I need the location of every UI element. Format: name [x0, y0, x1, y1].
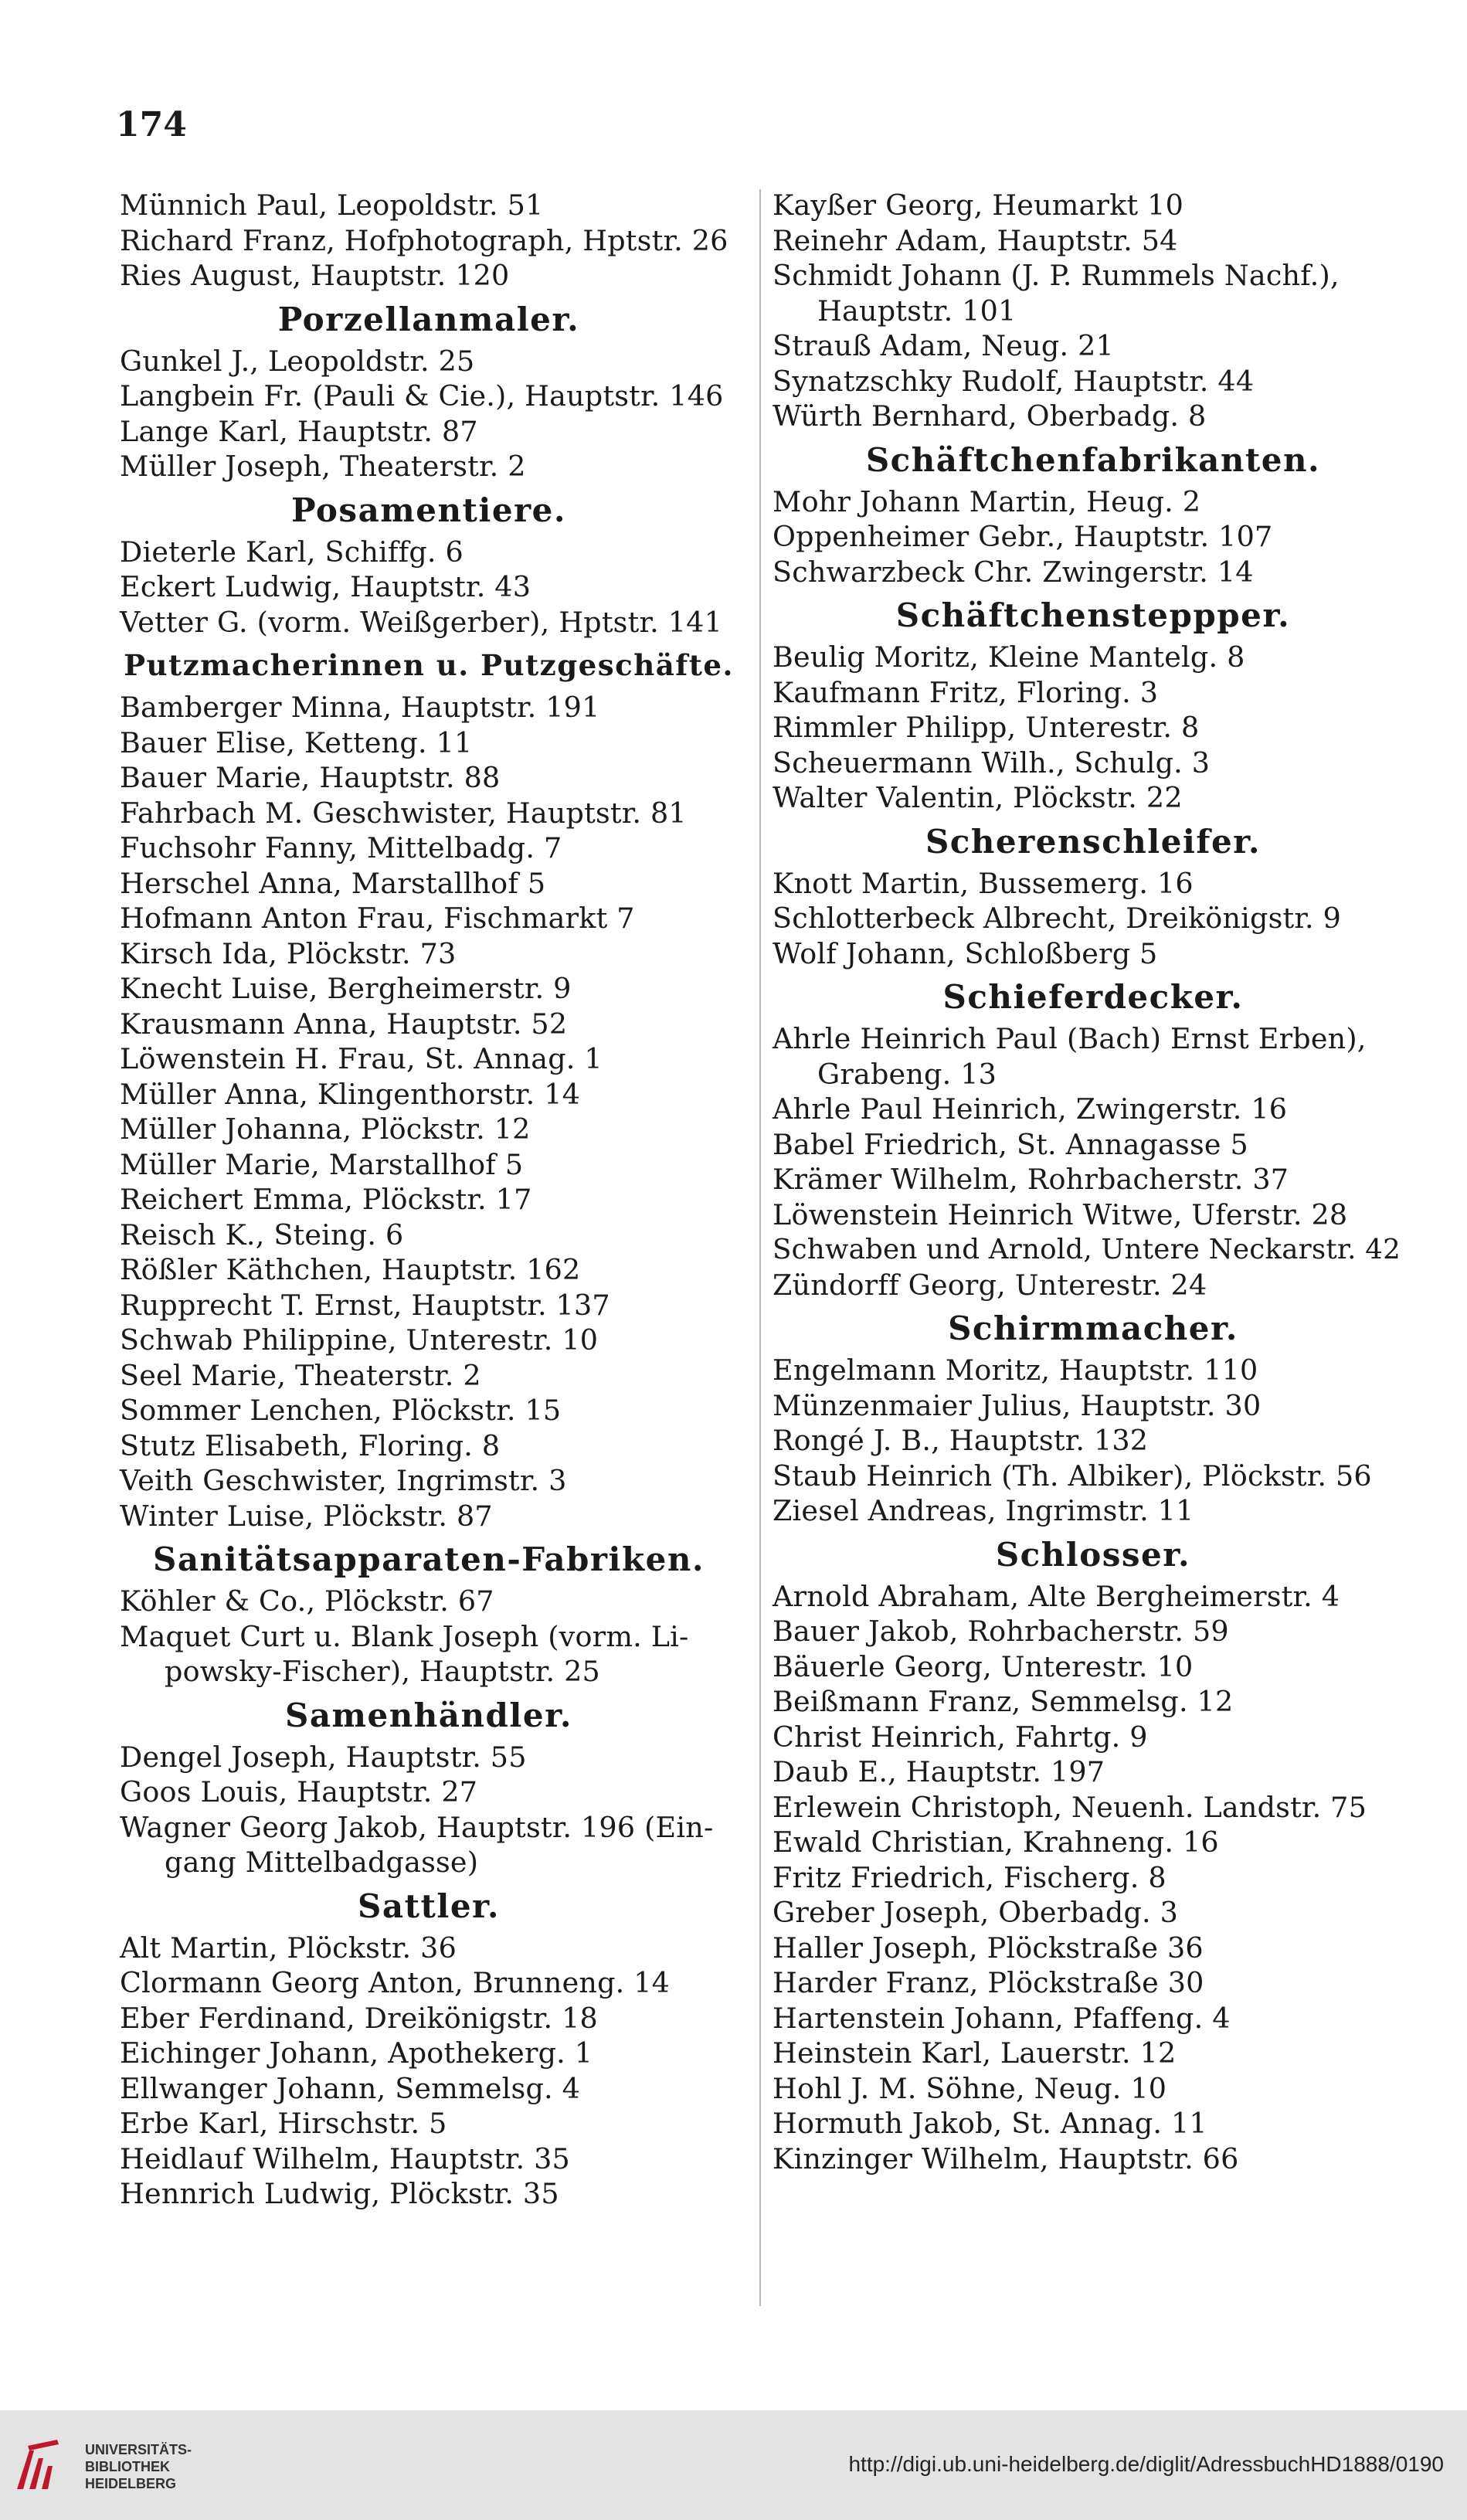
directory-entry: Ahrle Paul Heinrich, Zwingerstr. 16	[773, 1092, 1288, 1126]
directory-entry: Haller Joseph, Plöckstraße 36	[773, 1931, 1204, 1965]
directory-entry: Bäuerle Georg, Unterestr. 10	[773, 1649, 1194, 1683]
directory-entry: Engelmann Moritz, Hauptstr. 110	[773, 1353, 1258, 1387]
viewer-footer	[0, 2410, 1467, 2520]
directory-entry: Ellwanger Johann, Semmelsg. 4	[120, 2071, 581, 2105]
section-heading: Schäftchenfabrikanten.	[865, 440, 1321, 479]
directory-entry: Krämer Wilhelm, Rohrbacherstr. 37	[773, 1163, 1289, 1196]
directory-entry: Gunkel J., Leopoldstr. 25	[120, 344, 475, 378]
directory-entry: Rupprecht T. Ernst, Hauptstr. 137	[120, 1288, 610, 1322]
directory-entry: Schmidt Johann (J. P. Rummels Nachf.),	[773, 259, 1340, 292]
directory-entry: Würth Bernhard, Oberbadg. 8	[773, 399, 1207, 433]
directory-entry: Walter Valentin, Plöckstr. 22	[773, 781, 1183, 814]
directory-entry: Wagner Georg Jakob, Hauptstr. 196 (Ein-	[120, 1810, 714, 1844]
directory-entry: Ziesel Andreas, Ingrimstr. 11	[773, 1494, 1194, 1527]
directory-entry: Beulig Moritz, Kleine Mantelg. 8	[773, 640, 1245, 674]
directory-entry: Staub Heinrich (Th. Albiker), Plöckstr. 56	[773, 1459, 1372, 1493]
directory-entry: Mohr Johann Martin, Heug. 2	[773, 484, 1201, 518]
section-heading: Schieferdecker.	[942, 978, 1244, 1016]
directory-entry: Ahrle Heinrich Paul (Bach) Ernst Erben),	[773, 1022, 1367, 1055]
directory-entry: Lange Karl, Hauptstr. 87	[120, 414, 478, 448]
directory-entry: Erlewein Christoph, Neuenh. Landstr. 75	[773, 1790, 1367, 1824]
directory-entry: Synatzschky Rudolf, Hauptstr. 44	[773, 364, 1255, 398]
directory-entry: Hennrich Ludwig, Plöckstr. 35	[120, 2177, 559, 2210]
directory-entry: Hartenstein Johann, Pfaffeng. 4	[773, 2001, 1231, 2035]
directory-entry: Löwenstein H. Frau, St. Annag. 1	[120, 1042, 603, 1075]
directory-entry: Krausmann Anna, Hauptstr. 52	[120, 1007, 568, 1041]
directory-entry: Erbe Karl, Hirschstr. 5	[120, 2107, 447, 2140]
library-name-line: BIBLIOTHEK	[85, 2459, 170, 2474]
directory-entry: Zündorff Georg, Unterestr. 24	[773, 1268, 1207, 1302]
directory-entry-continuation: Grabeng. 13	[817, 1057, 997, 1091]
directory-entry: Reisch K., Steing. 6	[120, 1218, 404, 1252]
directory-entry: Kayßer Georg, Heumarkt 10	[773, 188, 1184, 222]
page-number: 174	[116, 105, 187, 144]
directory-entry: Richard Franz, Hofphotograph, Hptstr. 26	[120, 223, 728, 257]
directory-entry: Reinehr Adam, Hauptstr. 54	[773, 223, 1178, 257]
directory-entry: Müller Anna, Klingenthorstr. 14	[120, 1077, 581, 1111]
directory-entry: Oppenheimer Gebr., Hauptstr. 107	[773, 520, 1273, 553]
directory-entry: Wolf Johann, Schloßberg 5	[773, 936, 1158, 970]
directory-entry: Greber Joseph, Oberbadg. 3	[773, 1896, 1179, 1929]
directory-entry: Hohl J. M. Söhne, Neug. 10	[773, 2071, 1167, 2105]
directory-entry: Kaufmann Fritz, Floring. 3	[773, 675, 1159, 709]
directory-entry: Harder Franz, Plöckstraße 30	[773, 1966, 1204, 1999]
directory-entry: Heidlauf Wilhelm, Hauptstr. 35	[120, 2141, 570, 2175]
directory-entry: Dengel Joseph, Hauptstr. 55	[120, 1740, 527, 1774]
directory-entry: Reichert Emma, Plöckstr. 17	[120, 1183, 532, 1216]
directory-entry: Müller Johanna, Plöckstr. 12	[120, 1112, 531, 1146]
directory-entry: Bamberger Minna, Hauptstr. 191	[120, 691, 600, 724]
left-column	[120, 188, 738, 2212]
directory-entry: Ewald Christian, Krahneng. 16	[773, 1825, 1219, 1859]
section-heading: Schirmmacher.	[948, 1309, 1238, 1347]
directory-entry: Münnich Paul, Leopoldstr. 51	[120, 188, 544, 222]
directory-entry: Dieterle Karl, Schiffg. 6	[120, 535, 464, 569]
column-divider	[759, 189, 761, 2306]
directory-entry: Eber Ferdinand, Dreikönigstr. 18	[120, 2001, 598, 2035]
directory-entry: Christ Heinrich, Fahrtg. 9	[773, 1720, 1148, 1754]
directory-entry: Münzenmaier Julius, Hauptstr. 30	[773, 1388, 1262, 1422]
section-heading: Posamentiere.	[290, 491, 567, 529]
directory-entry: Langbein Fr. (Pauli & Cie.), Hauptstr. 146	[120, 379, 724, 413]
directory-entry: Müller Marie, Marstallhof 5	[120, 1147, 524, 1181]
library-name-line: UNIVERSITÄTS-	[85, 2442, 192, 2457]
section-heading: Scherenschleifer.	[925, 822, 1262, 861]
directory-entry: Bauer Elise, Ketteng. 11	[120, 725, 473, 759]
directory-entry: Goos Louis, Hauptstr. 27	[120, 1775, 478, 1808]
directory-entry: Knott Martin, Bussemerg. 16	[773, 866, 1194, 900]
section-heading: Schlosser.	[995, 1535, 1191, 1574]
directory-entry: Rimmler Philipp, Unterestr. 8	[773, 711, 1200, 744]
directory-entry: Hormuth Jakob, St. Annag. 11	[773, 2107, 1207, 2140]
directory-entry: Müller Joseph, Theaterstr. 2	[120, 450, 526, 483]
directory-entry: Schwarzbeck Chr. Zwingerstr. 14	[773, 555, 1254, 589]
section-heading: Porzellanmaler.	[277, 300, 580, 338]
directory-entry-continuation: Hauptstr. 101	[817, 294, 1017, 328]
directory-entry-continuation: powsky-Fischer), Hauptstr. 25	[165, 1655, 600, 1688]
directory-entry: Sommer Lenchen, Plöckstr. 15	[120, 1394, 562, 1427]
directory-entry: Köhler & Co., Plöckstr. 67	[120, 1584, 494, 1618]
directory-entry: Bauer Marie, Hauptstr. 88	[120, 761, 501, 794]
directory-entry: Heinstein Karl, Lauerstr. 12	[773, 2036, 1177, 2070]
directory-entry: Herschel Anna, Marstallhof 5	[120, 866, 546, 900]
directory-entry: Beißmann Franz, Semmelsg. 12	[773, 1685, 1234, 1718]
directory-entry: Winter Luise, Plöckstr. 87	[120, 1499, 493, 1533]
directory-entry: Rongé J. B., Hauptstr. 132	[773, 1424, 1149, 1457]
source-url-link[interactable]: http://digi.ub.uni-heidelberg.de/diglit/AdressbuchHD1888/0190	[848, 2452, 1444, 2476]
section-heading: Samenhändler.	[285, 1696, 572, 1734]
directory-entry: Fahrbach M. Geschwister, Hauptstr. 81	[120, 796, 687, 830]
directory-entry: Fritz Friedrich, Fischerg. 8	[773, 1860, 1166, 1894]
directory-entry: Veith Geschwister, Ingrimstr. 3	[120, 1464, 567, 1497]
directory-entry: Vetter G. (vorm. Weißgerber), Hptstr. 141	[120, 605, 722, 639]
directory-entry: Scheuermann Wilh., Schulg. 3	[773, 745, 1211, 779]
right-column	[773, 188, 1414, 2176]
university-library-logo-icon	[12, 2435, 71, 2494]
library-name-line: HEIDELBERG	[85, 2476, 177, 2491]
directory-entry: Rößler Käthchen, Hauptstr. 162	[120, 1253, 581, 1286]
directory-entry: Bauer Jakob, Rohrbacherstr. 59	[773, 1615, 1229, 1648]
section-heading: Sattler.	[358, 1887, 500, 1925]
directory-entry: Seel Marie, Theaterstr. 2	[120, 1358, 481, 1392]
directory-entry: Alt Martin, Plöckstr. 36	[120, 1931, 457, 1965]
directory-entry: Schlotterbeck Albrecht, Dreikönigstr. 9	[773, 902, 1342, 935]
section-heading: Schäftchensteppper.	[895, 596, 1291, 634]
library-name	[85, 2441, 192, 2492]
directory-entry: Clormann Georg Anton, Brunneng. 14	[120, 1966, 671, 1999]
directory-entry: Stutz Elisabeth, Floring. 8	[120, 1428, 501, 1462]
directory-entry-continuation: gang Mittelbadgasse)	[165, 1846, 479, 1879]
directory-entry: Kirsch Ida, Plöckstr. 73	[120, 936, 457, 970]
directory-entry: Babel Friedrich, St. Annagasse 5	[773, 1127, 1248, 1161]
directory-entry: Hofmann Anton Frau, Fischmarkt 7	[120, 902, 635, 935]
directory-entry: Schwab Philippine, Unterestr. 10	[120, 1323, 599, 1357]
directory-entry: Kinzinger Wilhelm, Hauptstr. 66	[773, 2141, 1239, 2175]
directory-entry: Knecht Luise, Bergheimerstr. 9	[120, 972, 572, 1005]
directory-entry: Eckert Ludwig, Hauptstr. 43	[120, 570, 531, 603]
directory-entry: Eichinger Johann, Apothekerg. 1	[120, 2036, 593, 2070]
directory-entry: Maquet Curt u. Blank Joseph (vorm. Li-	[120, 1619, 689, 1653]
directory-entry: Löwenstein Heinrich Witwe, Uferstr. 28	[773, 1197, 1348, 1231]
section-heading: Putzmacherinnen u. Putzgeschäfte.	[124, 648, 734, 682]
directory-entry: Daub E., Hauptstr. 197	[773, 1755, 1105, 1788]
directory-entry: Ries August, Hauptstr. 120	[120, 259, 510, 292]
directory-entry: Fuchsohr Fanny, Mittelbadg. 7	[120, 831, 562, 864]
directory-entry: Schwaben und Arnold, Untere Neckarstr. 42	[773, 1234, 1401, 1265]
directory-entry: Strauß Adam, Neug. 21	[773, 329, 1114, 362]
directory-entry: Arnold Abraham, Alte Bergheimerstr. 4	[773, 1579, 1340, 1613]
section-heading: Sanitätsapparaten-Fabriken.	[153, 1540, 705, 1578]
